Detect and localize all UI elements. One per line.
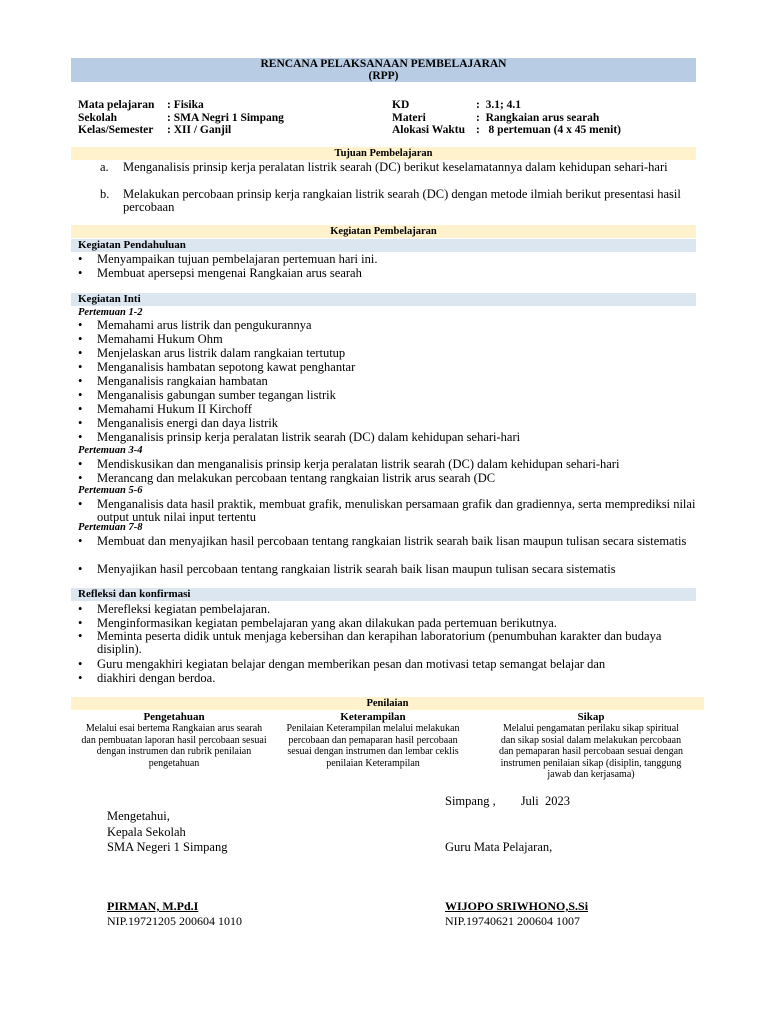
list-item: • Merancang dan melakukan percobaan tentang rangkaian listrik arus searah (DC <box>78 471 496 485</box>
principal-block: Mengetahui, Kepala Sekolah SMA Negeri 1 Simpang <box>107 809 228 854</box>
list-item: • Mendiskusikan dan menganalisis prinsip kerja peralatan listrik searah (DC) dalam kehidupan sehari-hari <box>78 457 620 471</box>
assessment-head-keterampilan: Keterampilan <box>340 711 406 723</box>
assessment-body-keterampilan: Penilaian Keterampilan melalui melakukan percobaan dan pemaparan hasil percobaan sesuai dengan instrumen dan lembar ceklis penilaian Keterampilan <box>286 723 460 769</box>
bullet-icon: • <box>78 602 83 616</box>
assessment-head-sikap: Sikap <box>577 711 605 723</box>
bullet-icon: • <box>78 657 83 671</box>
list-item: • Menganalisis energi dan daya listrik <box>78 416 278 430</box>
bullet-icon: • <box>78 266 83 280</box>
list-item: • Menganalisis prinsip kerja peralatan listrik searah (DC) dalam kehidupan sehari-hari <box>78 430 521 444</box>
meeting-label-5-6: Pertemuan 5-6 <box>78 485 143 496</box>
document-title: RENCANA PELAKSANAAN PEMBELAJARAN <box>260 58 507 70</box>
bullet-icon: • <box>78 430 83 444</box>
bullet-icon: • <box>78 471 83 485</box>
subsection-header-inti: Kegiatan Inti <box>71 293 696 306</box>
teacher-nip: NIP.19740621 200604 1007 <box>445 914 581 928</box>
list-item: • Menganalisis rangkaian hambatan <box>78 374 268 388</box>
bullet-icon: • <box>78 534 83 548</box>
bullet-icon: • <box>78 497 83 511</box>
bullet-icon: • <box>78 671 83 685</box>
document-subtitle: (RPP) <box>368 70 399 82</box>
bullet-icon: • <box>78 332 83 346</box>
objective-text: Menganalisis prinsip kerja peralatan listrik searah (DC) berikut keselamatannya dalam kehidupan sehari-hari <box>123 160 668 174</box>
list-item: • Memahami Hukum II Kirchoff <box>78 402 252 416</box>
assessment-body-sikap: Melalui pengamatan perilaku sikap spiritual dan sikap sosial dalam melakukan percobaan dan pemaparan hasil percobaan sesuai dengan instrumen penilaian sikap (disiplin, tanggung jawab dan kerjasama) <box>498 723 684 780</box>
bullet-icon: • <box>78 318 83 332</box>
list-item: • Menyajikan hasil percobaan tentang rangkaian listrik searah baik lisan maupun tulisan secara sistematis <box>78 562 616 576</box>
subsection-header-pendahuluan: Kegiatan Pendahuluan <box>71 239 696 252</box>
objective-item <box>100 161 700 174</box>
principal-name: PIRMAN, M.Pd.I <box>107 899 199 913</box>
section-header-tujuan: Tujuan Pembelajaran <box>71 147 696 160</box>
list-item: • Membuat dan menyajikan hasil percobaan tentang rangkaian listrik searah baik lisan maupun tulisan secara sistematis <box>78 534 687 548</box>
info-left-labels: Mata pelajaran Sekolah Kelas/Semester <box>78 99 155 136</box>
bullet-icon: • <box>78 616 83 630</box>
list-item: • Memahami arus listrik dan pengukurannya <box>78 318 312 332</box>
list-item: • Guru mengakhiri kegiatan belajar dengan memberikan pesan dan motivasi tetap semangat belajar dan <box>78 657 606 671</box>
list-item: • diakhiri dengan berdoa. <box>78 671 216 685</box>
bullet-icon: • <box>78 457 83 471</box>
bullet-icon: • <box>78 402 83 416</box>
bullet-icon: • <box>78 252 83 266</box>
section-header-penilaian: Penilaian <box>71 697 704 710</box>
objective-letter: a. <box>100 160 109 174</box>
teacher-role: Guru Mata Pelajaran, <box>445 840 553 854</box>
teacher-name: WIJOPO SRIWHONO,S.Si <box>445 899 589 913</box>
list-item: • Membuat apersepsi mengenai Rangkaian arus searah <box>78 266 362 280</box>
list-item: • Menginformasikan kegiatan pembelajaran yang akan dilakukan pada pertemuan berikutnya. <box>78 616 557 630</box>
subsection-header-refleksi: Refleksi dan konfirmasi <box>71 588 696 601</box>
list-item: • Menganalisis gabungan sumber tegangan listrik <box>78 388 336 402</box>
list-item: • Menganalisis data hasil praktik, membuat grafik, menuliskan persamaan grafik dan gradiennya, serta memprediksi nilai output untuk nilai input tertentu <box>78 497 696 524</box>
assessment-head-pengetahuan: Pengetahuan <box>143 711 205 723</box>
document-title-band <box>71 58 696 82</box>
principal-nip: NIP.19721205 200604 1010 <box>107 914 243 928</box>
bullet-icon: • <box>78 388 83 402</box>
section-header-kegiatan: Kegiatan Pembelajaran <box>71 225 696 238</box>
bullet-icon: • <box>78 346 83 360</box>
bullet-icon: • <box>78 360 83 374</box>
place-date: Simpang , Juli 2023 <box>445 794 571 808</box>
objective-letter: b. <box>100 187 110 201</box>
list-item: • Meminta peserta didik untuk menjaga kebersihan dan kerapihan laboratorium (penumbuhan karakter dan budaya disiplin). <box>78 629 662 656</box>
bullet-icon: • <box>78 374 83 388</box>
meeting-label-1-2: Pertemuan 1-2 <box>78 307 143 318</box>
objective-item <box>100 188 700 213</box>
info-left-values: : Fisika : SMA Negri 1 Simpang : XII / Ganjil <box>167 99 284 136</box>
list-item: • Memahami Hukum Ohm <box>78 332 223 346</box>
info-right-values: : 3.1; 4.1 : Rangkaian arus searah : 8 pertemuan (4 x 45 menit) <box>476 99 622 136</box>
bullet-icon: • <box>78 629 83 643</box>
meeting-label-7-8: Pertemuan 7-8 <box>78 522 143 533</box>
info-right-labels: KD Materi Alokasi Waktu <box>392 99 465 136</box>
list-item: • Menganalisis hambatan sepotong kawat penghantar <box>78 360 356 374</box>
objective-text: Melakukan percobaan prinsip kerja rangkaian listrik searah (DC) dengan metode ilmiah berikut presentasi hasil percobaan <box>123 187 681 214</box>
assessment-body-pengetahuan: Melalui esai bertema Rangkaian arus searah dan pembuatan laporan hasil percobaan sesuai dengan instrumen dan rubrik penilaian pengetahuan <box>81 723 267 769</box>
bullet-icon: • <box>78 562 83 576</box>
bullet-icon: • <box>78 416 83 430</box>
list-item: • Merefleksi kegiatan pembelajaran. <box>78 602 271 616</box>
list-item: • Menjelaskan arus listrik dalam rangkaian tertutup <box>78 346 346 360</box>
meeting-label-3-4: Pertemuan 3-4 <box>78 445 143 456</box>
list-item: • Menyampaikan tujuan pembelajaran pertemuan hari ini. <box>78 252 378 266</box>
